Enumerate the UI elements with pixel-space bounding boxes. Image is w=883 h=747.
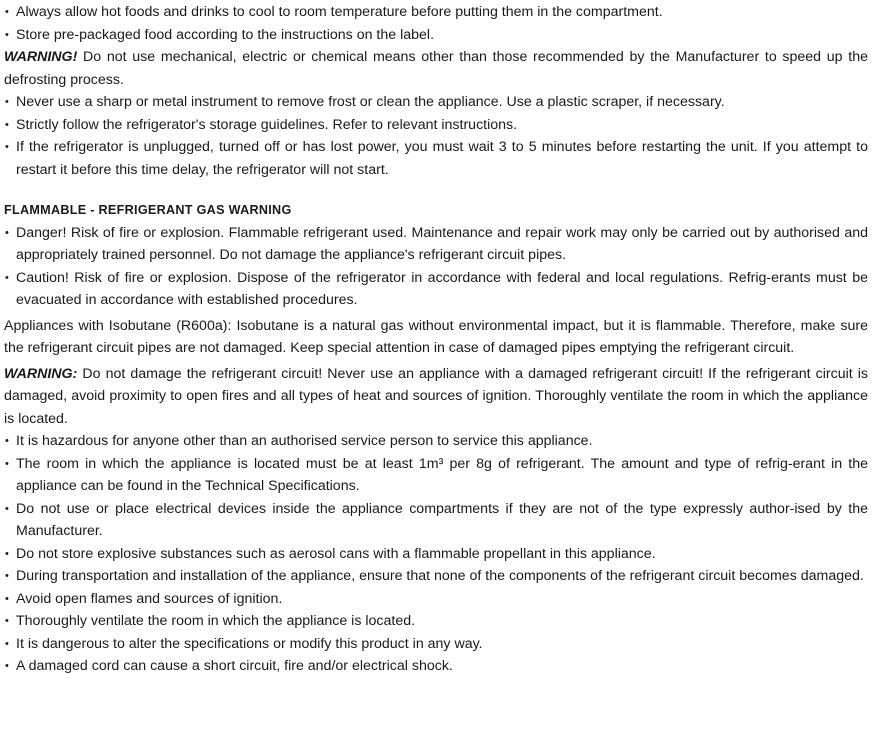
warning-label: WARNING: xyxy=(4,365,78,382)
bullet-item: • Do not store explosive substances such as aerosol cans with a flammable propellant in this appliance. xyxy=(4,543,868,566)
bullet-item: • A damaged cord can cause a short circuit, fire and/or electrical shock. xyxy=(4,655,868,678)
bullet-item: • It is hazardous for anyone other than an authorised service person to service this appliance. xyxy=(4,430,868,453)
warning-text: Do not use mechanical, electric or chemical means other than those recommended by the Manufacturer to speed up the defrosting process. xyxy=(4,49,868,88)
bullet-item: • Thoroughly ventilate the room in which the appliance is located. xyxy=(4,610,868,633)
warning-label: WARNING! xyxy=(4,49,78,65)
bullet-item: • Avoid open flames and sources of ignition. xyxy=(4,588,868,611)
bullet-item: • The room in which the appliance is located must be at least 1m³ per 8g of refrigerant. The amount and type of refrig-erant in the appliance can be found in the Technical Specifications. xyxy=(4,453,868,498)
bullet-item: • Do not use or place electrical devices inside the appliance compartments if they are not of the type expressly author-ised by the Manufacturer. xyxy=(4,498,868,543)
bullet-item: • If the refrigerator is unplugged, turned off or has lost power, you must wait 3 to 5 minutes before restarting the unit. If you attempt to restart it before this time delay, the refrigerator will not start. xyxy=(4,136,868,181)
warning-text: Do not damage the refrigerant circuit! Never use an appliance with a damaged refrigerant circuit! If the refrigerant circuit is damaged, avoid proximity to open fires and all types of heat and sources of ignition. Thoroughly ventilate the room in which the appliance is located. xyxy=(4,365,868,427)
bullet-item: • Always allow hot foods and drinks to cool to room temperature before putting them in the compartment. xyxy=(4,1,868,24)
section-spacer xyxy=(4,181,868,199)
bullet-item: • Never use a sharp or metal instrument to remove frost or clean the appliance. Use a plastic scraper, if necessary. xyxy=(4,91,868,114)
bullet-item: • Strictly follow the refrigerator's storage guidelines. Refer to relevant instructions. xyxy=(4,114,868,137)
section-heading: FLAMMABLE - REFRIGERANT GAS WARNING xyxy=(4,203,292,217)
bullet-item: • During transportation and installation of the appliance, ensure that none of the components of the refrigerant circuit becomes damaged. xyxy=(4,565,868,588)
bullet-item: • Danger! Risk of fire or explosion. Flammable refrigerant used. Maintenance and repair work may only be carried out by authorised and appropriately trained personnel. Do not damage the appliance's refrigerant circuit pipes. xyxy=(4,222,868,267)
warning-paragraph xyxy=(4,363,868,431)
bullet-item: • It is dangerous to alter the specifications or modify this product in any way. xyxy=(4,633,868,656)
bullet-item: • Store pre-packaged food according to the instructions on the label. xyxy=(4,24,868,47)
warning-paragraph xyxy=(4,46,868,91)
isobutane-paragraph: Appliances with Isobutane (R600a): Isobutane is a natural gas without environmental impact, but it is flammable. Therefore, make sure the refrigerant circuit pipes are not damaged. Keep special attention in case of damaged pipes emptying the refrigerant circuit. xyxy=(4,317,868,356)
manual-page xyxy=(4,1,868,678)
bullet-item: • Caution! Risk of fire or explosion. Dispose of the refrigerator in accordance with federal and local regulations. Refrig-erants must be evacuated in accordance with established procedures. xyxy=(4,267,868,312)
